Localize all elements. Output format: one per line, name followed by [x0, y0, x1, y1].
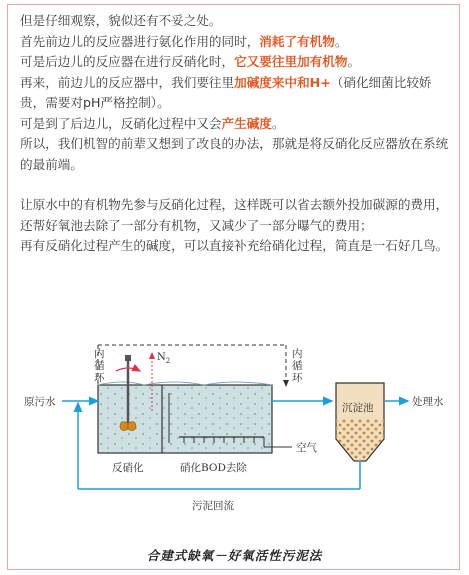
paragraph-6: 所以，我们机智的前辈又想到了改良的办法，那就是将反硝化反应器放在系统的最前端。: [20, 136, 449, 172]
inner-loop-label-right-1: 内: [292, 348, 303, 360]
highlight-produce-alkalinity: 产生碱度: [221, 115, 272, 131]
paragraph-8: 再有反硝化过程产生的碱度，可以直接补充给硝化过程，简直是一石好几鸟。: [20, 238, 449, 253]
reactor-tank: [98, 382, 272, 453]
paragraph-5-end: 。: [271, 115, 285, 131]
article-body: [20, 11, 450, 257]
paragraph-1: 但是仔细观察，貌似还有不妥之处。: [20, 13, 222, 28]
paragraph-5: [20, 114, 450, 135]
paragraph-2: [20, 32, 450, 53]
highlight-consume-organics: 消耗了有机物: [259, 33, 335, 49]
diagram-caption: 合建式缺氧－好氧活性污泥法: [146, 548, 323, 563]
nitrification-label: 硝化BOD去除: [180, 462, 247, 474]
sludge-return-label: 污泥回流: [192, 500, 234, 512]
treated-water-label: 处理水: [412, 396, 444, 408]
air-label: 空气: [296, 442, 317, 454]
highlight-add-organics: 它又要往里加有机物: [234, 54, 348, 69]
inner-loop-label-left-1: 内: [94, 348, 105, 360]
denitrification-label: 反硝化: [112, 462, 144, 474]
article-card: [7, 4, 460, 570]
inner-loop-label-right-3: 环: [292, 372, 303, 384]
paragraph-4-text: 再来，前边儿的反应器中，我们要往里: [20, 74, 235, 90]
paragraph-4: [20, 73, 450, 114]
paragraph-3-text: 可是后边儿的反应器在进行反硝化时，: [20, 54, 235, 69]
paragraph-4-end: （硝化细菌比较娇贵，需要对pH严格控制）。: [20, 74, 432, 110]
ao-process-diagram: [14, 331, 455, 536]
clarifier-label: 沉淀池: [342, 402, 374, 414]
paragraph-3-end: 。: [347, 54, 361, 69]
inner-loop-line: [98, 345, 286, 386]
nitrogen-gas-label: $N_2$: [157, 352, 171, 365]
highlight-add-alkalinity: 加碱度来中和H+: [234, 74, 331, 90]
inner-loop-label-left-2: 循: [94, 360, 105, 372]
paragraph-3: [20, 52, 450, 73]
raw-water-label: 原污水: [24, 396, 56, 408]
inner-loop-label-left-3: 环: [94, 372, 105, 384]
paragraph-5-text: 可是到了后边儿，反硝化过程中又会: [20, 115, 222, 131]
clarifier-tank: [336, 383, 384, 461]
inner-loop-label-right-2: 循: [292, 360, 303, 372]
paragraph-2-text: 首先前边儿的反应器进行氨化作用的同时，: [20, 33, 260, 49]
process-diagram-svg: [14, 331, 455, 536]
paragraph-2-end: 。: [334, 33, 348, 49]
paragraph-7: 让原水中的有机物先参与反硝化过程，这样既可以省去额外投加碳源的费用，还帮好氧池去除了一部分有机物，又减少了一部分曝气的费用；: [20, 197, 449, 233]
